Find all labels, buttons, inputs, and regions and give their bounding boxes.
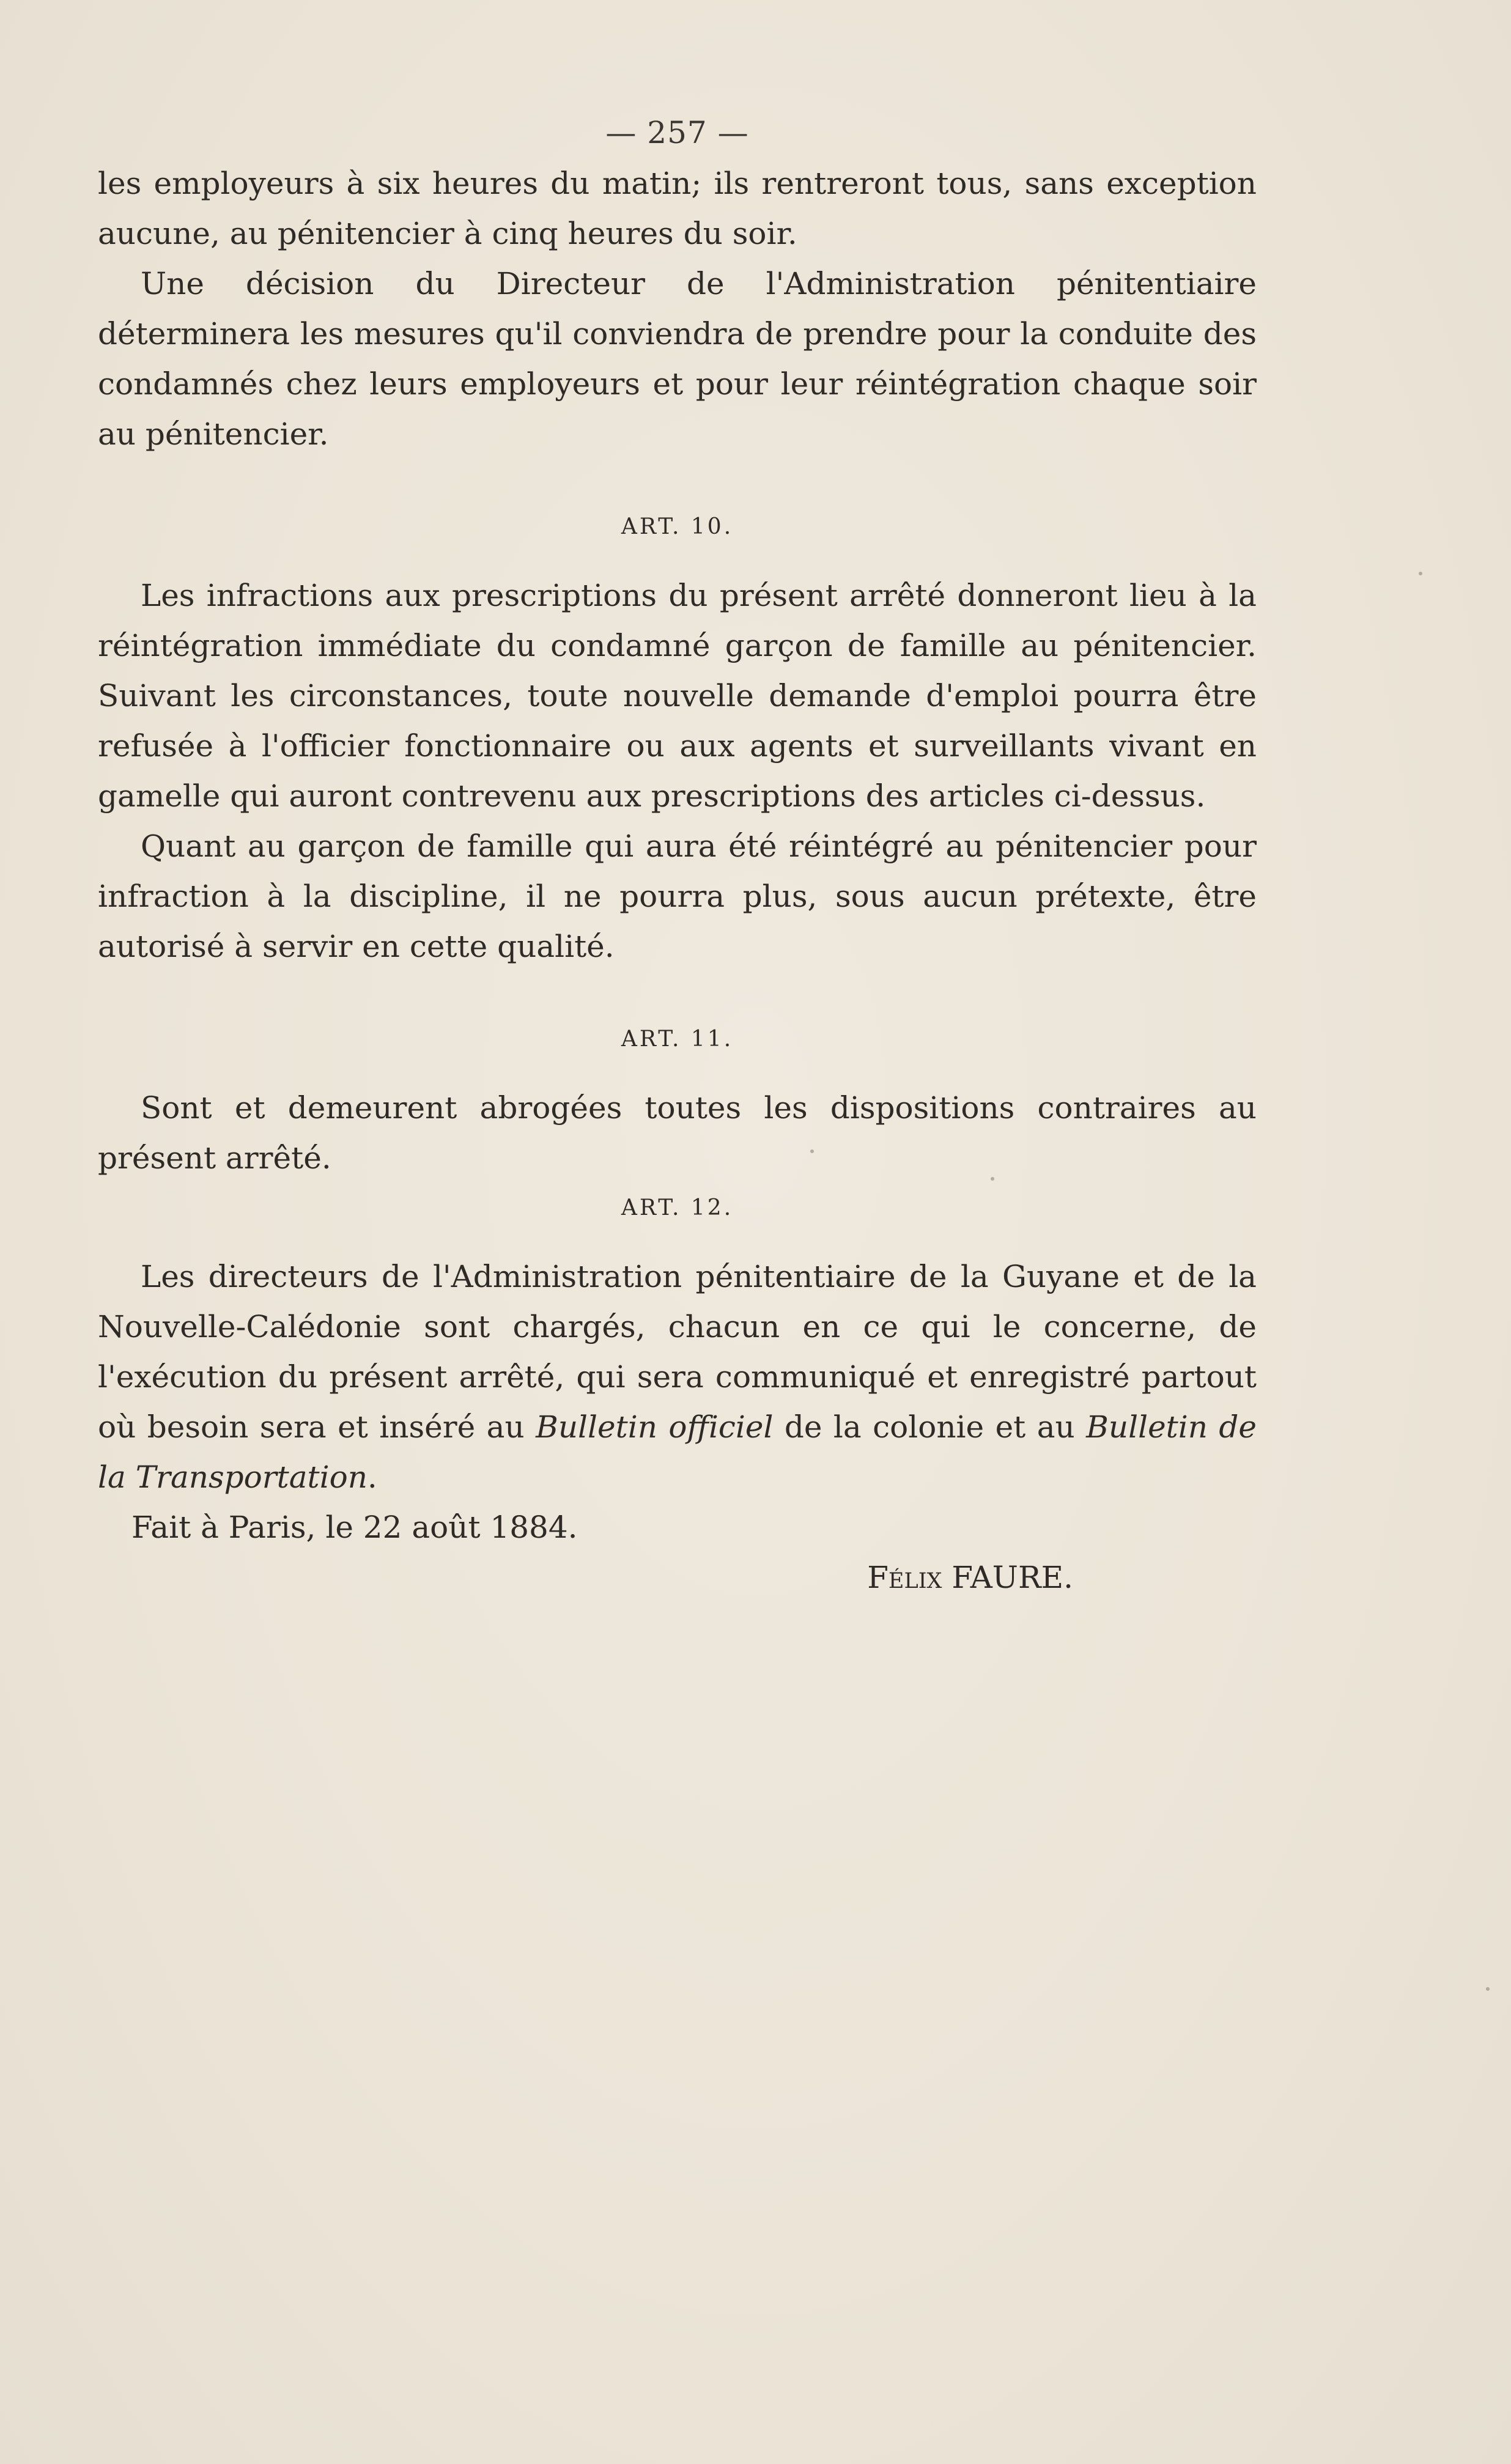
paper-speck [991, 1177, 994, 1181]
text-block [98, 107, 1257, 1603]
paragraph-infractions: Les infractions aux prescriptions du présent arrêté donneront lieu à la réintégration immédiate du condamné garçon de famille au pénitencier. Suivant les circonstances, toute nouvelle demande d'emploi pourra être refusée à l'officier fonctionnaire ou aux agents et surveillants vivant en gamelle qui auront contrevenu aux prescriptions des articles ci-dessus. [98, 578, 1257, 814]
paragraph-reintegration: Quant au garçon de famille qui aura été réintégré au pénitencier pour infraction à la discipline, il ne pourra plus, sous aucun prétexte, être autorisé à servir en cette qualité. [98, 828, 1257, 964]
execution-text-1: Les directeurs de l'Administration pénitentiaire de la Guyane et de la Nouvelle-Calédonie sont chargés, chacun en ce qui le concerne, de l'exécution du présent arrêté, qui sera communiqué et enregistré partout où besoin sera et inséré au [98, 1259, 1257, 1445]
paper-speck [1419, 572, 1422, 575]
page-number: — 257 — [605, 115, 749, 150]
execution-text-3: . [367, 1459, 377, 1495]
article-11-heading: ART. 11. [621, 1027, 734, 1052]
signature: Félix FAURE. [867, 1560, 1073, 1595]
article-10-heading: ART. 10. [621, 514, 734, 539]
signoff-date: Fait à Paris, le 22 août 1884. [131, 1510, 578, 1545]
paper-speck [810, 1149, 814, 1153]
paragraph-execution [98, 1252, 1257, 1502]
bulletin-transportation-title: Bulletin de la Transportation [98, 1409, 1257, 1495]
bulletin-officiel-title: Bulletin officiel [536, 1409, 774, 1445]
execution-text-2: de la colonie et au [773, 1409, 1087, 1445]
article-12-heading: ART. 12. [621, 1195, 734, 1220]
paragraph-decision: Une décision du Directeur de l'Administration pénitentiaire déterminera les mesures qu'il conviendra de prendre pour la conduite des condamnés chez leurs employeurs et pour leur réintégration chaque soir au pénitencier. [98, 266, 1257, 452]
paragraph-abrogation: Sont et demeurent abrogées toutes les dispositions contraires au présent arrêté. [98, 1090, 1257, 1176]
paper-speck [1486, 1987, 1490, 1991]
paragraph-continuation: les employeurs à six heures du matin; ils rentreront tous, sans exception aucune, au pénitencier à cinq heures du soir. [98, 166, 1257, 251]
